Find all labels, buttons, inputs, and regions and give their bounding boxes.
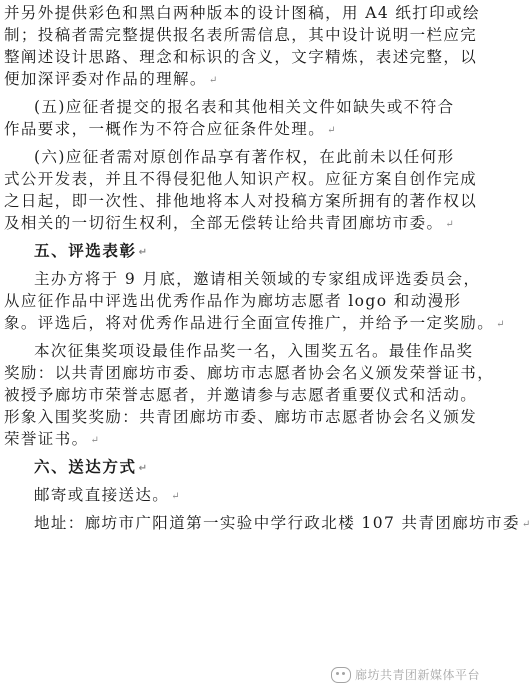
heading-text: 六、送达方式 [34, 458, 137, 476]
paragraph-line [4, 146, 478, 168]
paragraph-mark-icon: ↵ [445, 219, 454, 230]
paragraph-line [4, 384, 478, 406]
paragraph-line [4, 290, 478, 312]
line-text: 象。评选后，将对优秀作品进行全面宣传推广，并给予一定奖励。 [4, 314, 495, 332]
line-text: 及相关的一切衍生权利，全部无偿转让给共青团廊坊市委。 [4, 214, 444, 232]
wechat-icon [331, 667, 351, 683]
line-text: 便加深评委对作品的理解。 [4, 70, 207, 88]
paragraph-mark-icon: ↵ [90, 435, 99, 446]
document-body [4, 2, 530, 540]
paragraph-line [4, 24, 478, 46]
paragraph-mark-icon: ↵ [138, 463, 147, 474]
line-text: 奖励：以共青团廊坊市委、廊坊市志愿者协会名义颁发荣誉证书， [4, 364, 495, 382]
paragraph-line [4, 46, 478, 68]
line-text: 本次征集奖项设最佳作品奖一名，入围奖五名。最佳作品奖 [34, 342, 474, 360]
paragraph-line [4, 512, 530, 534]
paragraph-line [4, 96, 478, 118]
paragraph-line [4, 212, 478, 234]
paragraph-mark-icon: ↵ [171, 491, 180, 502]
line-text: 主办方将于 9 月底，邀请相关领域的专家组成评选委员会， [34, 270, 481, 288]
line-text: 整阐述设计思路、理念和标识的含义，文字精炼，表述完整，以 [4, 48, 478, 66]
line-text: 并另外提供彩色和黑白两种版本的设计图稿，用 A4 纸打印或绘 [4, 4, 480, 22]
paragraph-line [4, 340, 478, 362]
line-text: 邮寄或直接送达。 [34, 486, 170, 504]
paragraph-line [4, 362, 495, 384]
section-heading [4, 456, 478, 478]
paragraph-line [4, 312, 505, 334]
line-text: 之日起，即一次性、排他地将本人对投稿方案所拥有的著作权以 [4, 192, 478, 210]
paragraph-line [4, 2, 478, 24]
line-text: (五)应征者提交的报名表和其他相关文件如缺失或不符合 [34, 98, 455, 116]
line-text: 荣誉证书。 [4, 430, 89, 448]
section-heading [4, 240, 478, 262]
line-text: 式公开发表，并且不得侵犯他人知识产权。应征方案自创作完成 [4, 170, 478, 188]
line-text: 被授予廊坊市荣誉志愿者，并邀请参与志愿者重要仪式和活动。 [4, 386, 478, 404]
paragraph-mark-icon: ↵ [138, 247, 147, 258]
paragraph-line [4, 190, 478, 212]
paragraph-line [4, 68, 478, 90]
paragraph-mark-icon: ↵ [327, 125, 336, 136]
paragraph-line [4, 118, 478, 140]
paragraph-line [4, 428, 478, 450]
paragraph-line [4, 406, 478, 428]
line-text: 作品要求，一概作为不符合应征条件处理。 [4, 120, 326, 138]
paragraph-mark-icon: ↵ [496, 319, 505, 330]
paragraph-line [4, 168, 478, 190]
paragraph-line [4, 268, 481, 290]
paragraph-mark-icon: ↵ [208, 75, 218, 86]
line-text: (六)应征者需对原创作品享有著作权，在此前未以任何形 [34, 148, 455, 166]
heading-text: 五、评选表彰 [34, 242, 137, 260]
watermark-text: 廊坊共青团新媒体平台 [354, 668, 480, 682]
line-text: 制；投稿者需完整提供报名表所需信息，其中设计说明一栏应完 [4, 26, 478, 44]
paragraph-line [4, 484, 478, 506]
watermark [331, 666, 480, 683]
line-text: 从应征作品中评选出优秀作品作为廊坊志愿者 logo 和动漫形 [4, 292, 462, 310]
line-text: 地址：廊坊市广阳道第一实验中学行政北楼 107 共青团廊坊市委 [34, 514, 520, 532]
paragraph-mark-icon: ↵ [521, 519, 530, 530]
line-text: 形象入围奖奖励：共青团廊坊市委、廊坊市志愿者协会名义颁发 [4, 408, 478, 426]
